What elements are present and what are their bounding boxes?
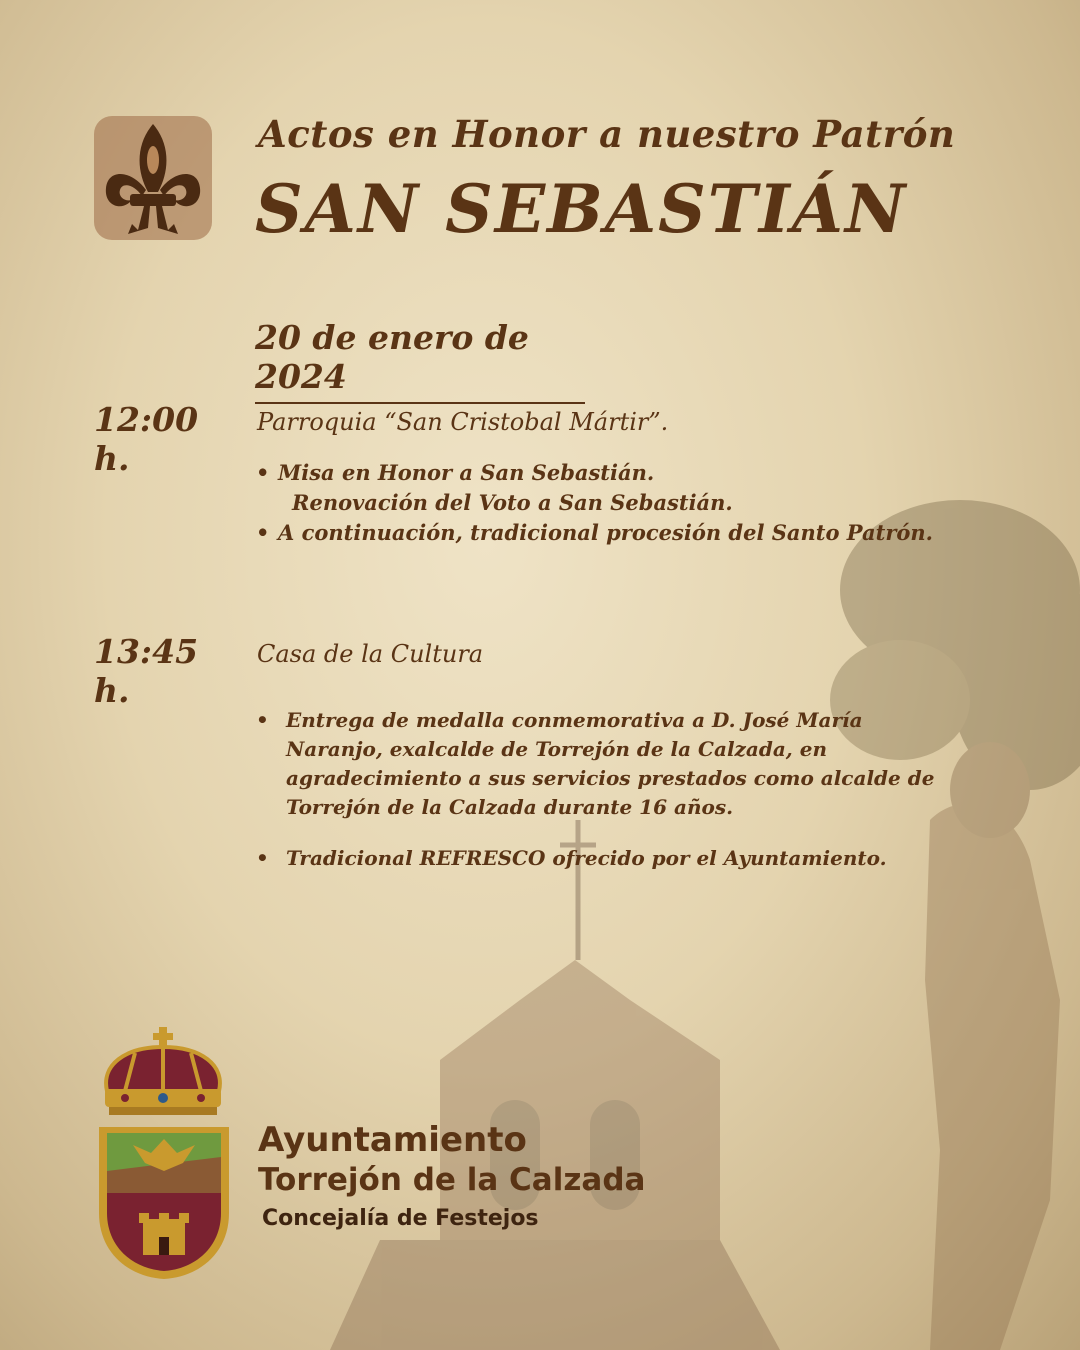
coat-of-arms-icon: [95, 1123, 233, 1283]
event-place-2: Casa de la Cultura: [257, 640, 484, 668]
footer-dept: Concejalía de Festejos: [262, 1206, 539, 1231]
footer-town: Torrejón de la Calzada: [258, 1162, 646, 1198]
event-place-1: Parroquia “San Cristobal Mártir”.: [257, 408, 669, 436]
event-1-list: [256, 458, 976, 548]
list-item: [256, 706, 946, 822]
page-title: SAN SEBASTIÁN: [255, 170, 908, 248]
fleur-de-lis-icon: [88, 110, 218, 245]
list-item-subtext: Renovación del Voto a San Sebastián.: [292, 490, 733, 515]
footer-org: Ayuntamiento: [258, 1120, 527, 1160]
list-item-text: A continuación, tradicional procesión del Santo Patrón.: [278, 520, 933, 545]
crown-icon: [95, 1025, 231, 1120]
event-time-1: 12:00 h.: [94, 400, 199, 478]
event-2-list: [256, 706, 946, 893]
header-subtitle: Actos en Honor a nuestro Patrón: [258, 112, 956, 156]
list-item: [256, 844, 946, 873]
list-item-text: Tradicional REFRESCO ofrecido por el Ayuntamiento.: [286, 846, 887, 870]
list-item-text: Misa en Honor a San Sebastián.: [278, 460, 655, 485]
list-item-text: Entrega de medalla conmemorativa a D. José María Naranjo, exalcalde de Torrejón de la Calzada, en agradecimiento a sus servicios prestados como alcalde de Torrejón de la Calzada durante 16 años.: [286, 708, 935, 819]
list-item: [256, 518, 976, 548]
event-time-2: 13:45 h.: [94, 632, 199, 710]
event-date: 20 de enero de 2024: [255, 318, 585, 404]
list-item: [256, 458, 976, 518]
